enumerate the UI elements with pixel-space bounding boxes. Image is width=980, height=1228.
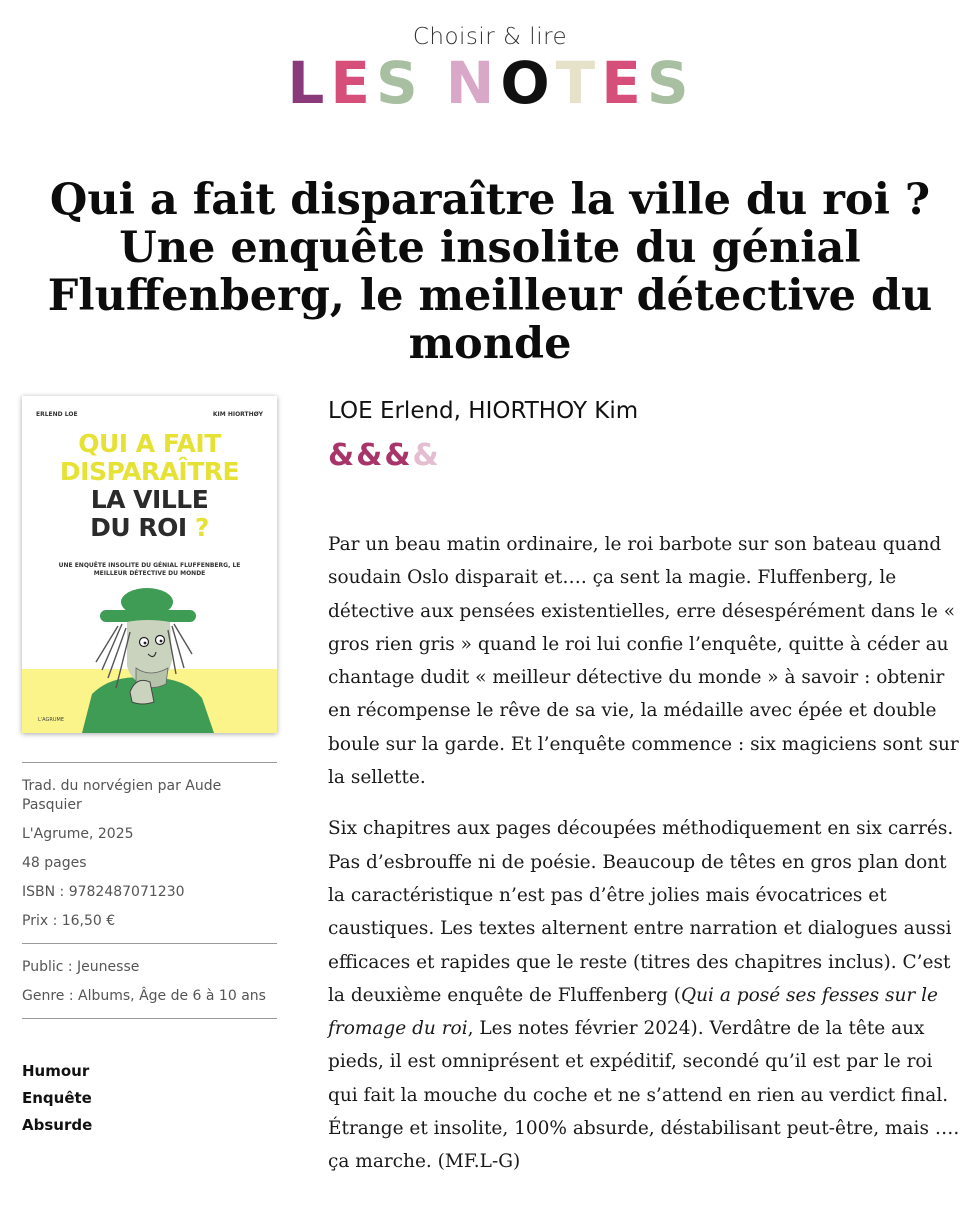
logo-letter: S [646,49,693,117]
cover-author-left: ERLEND LOE [36,411,78,418]
review-paragraph: Par un beau matin ordinaire, le roi barbote sur son bateau quand soudain Oslo disparait et…. ça sent la magie. Fluffenberg, le détective aux pensées existentielles, erre désespérément dans le « gros rien gris » quand le roi lui confie l’enquête, quitte à céder au chantage dudit « meilleur détective du monde » à savoir : obtenir en récompense le rêve de sa vie, la médaille avec épée et double boule sur la garde. Et l’enquête commence : six magiciens sont sur la sellette. [328,534,959,789]
tag-link[interactable]: Humour [22,1062,90,1080]
logo-letter: T [555,49,600,117]
review-paragraph: Six chapitres aux pages découpées méthodiquement en six carrés. Pas d’esbrouffe ni de poésie. Beaucoup de têtes en gros plan dont la caractéristique n’est pas d’être jolies mais évocatrices et caustiques. Les textes alternent entre narration et dialogues aussi efficaces et rapides que le reste (titres des chapitres inclus). C’est la deuxième enquête de Fluffenberg (Qui a posé ses fesses sur le fromage du roi, Les notes février 2024). Verdâtre de la tête aux pieds, il est omniprésent et expéditif, secondé qu’il est par le roi qui fait la mouche du coche et ne s’attend en rien au verdict final. Étrange et insolite, 100% absurde, déstabilisant peut-être, mais …. ça marche. (MF.L-G) [328,818,960,1173]
tag-link[interactable]: Enquête [22,1089,92,1107]
cover-title-line: DU ROI ? [90,513,209,542]
rating-mark-filled: & [328,438,355,473]
rating-mark-empty: & [412,438,439,473]
logo-letter: O [500,49,554,117]
cover-authors [36,411,263,418]
publisher-info: L'Agrume, 2025 [22,826,134,842]
audience-info [22,944,277,1018]
cover-title-line: DISPARAÎTRE [59,457,240,486]
cover-publisher: L'AGRUME [38,717,64,723]
audience: Public : Jeunesse [22,959,140,975]
cover-title-line: LA VILLE [90,485,209,514]
article-body [328,528,960,1197]
tag-link[interactable]: Absurde [22,1116,93,1134]
logo-letter: E [330,49,374,117]
tag-list [22,1058,92,1139]
cover-detective-illustration [72,582,222,733]
cover-subtitle: UNE ENQUÊTE INSOLITE DU GÉNIAL FLUFFENBERG, LE MEILLEUR DÉTECTIVE DU MONDE [58,562,241,577]
logo-letter: S [375,49,422,117]
rating-mark-filled: & [384,438,411,473]
cover-author-right: KIM HIORTHØY [212,411,263,418]
article-title: Qui a fait disparaître la ville du roi ? Une enquête insolite du génial Fluffenberg, le meilleur détective du monde [47,175,933,369]
cover-title-line: QUI A FAIT [78,429,221,458]
isbn: ISBN : 9782487071230 [22,884,185,900]
page-count: 48 pages [22,855,87,871]
logo-letter: E [601,49,645,117]
divider [22,1018,277,1019]
cover-title [22,430,277,542]
logo-letter: N [445,49,499,117]
logo-letter: L [287,49,329,117]
rating [328,438,439,474]
site-header [0,24,980,117]
book-authors[interactable]: LOE Erlend, HIORTHOY Kim [328,398,639,424]
translation-info: Trad. du norvégien par Aude Pasquier [22,778,222,813]
site-logo[interactable] [0,49,980,117]
book-details [22,762,277,1019]
publication-info [22,763,277,943]
genre: Genre : Albums, Âge de 6 à 10 ans [22,988,266,1004]
book-cover [22,396,277,733]
price: Prix : 16,50 € [22,913,116,929]
rating-mark-filled: & [356,438,383,473]
cited-title: Qui a posé ses fesses sur le fromage du roi [328,984,938,1040]
site-tagline: Choisir & lire [412,24,568,50]
